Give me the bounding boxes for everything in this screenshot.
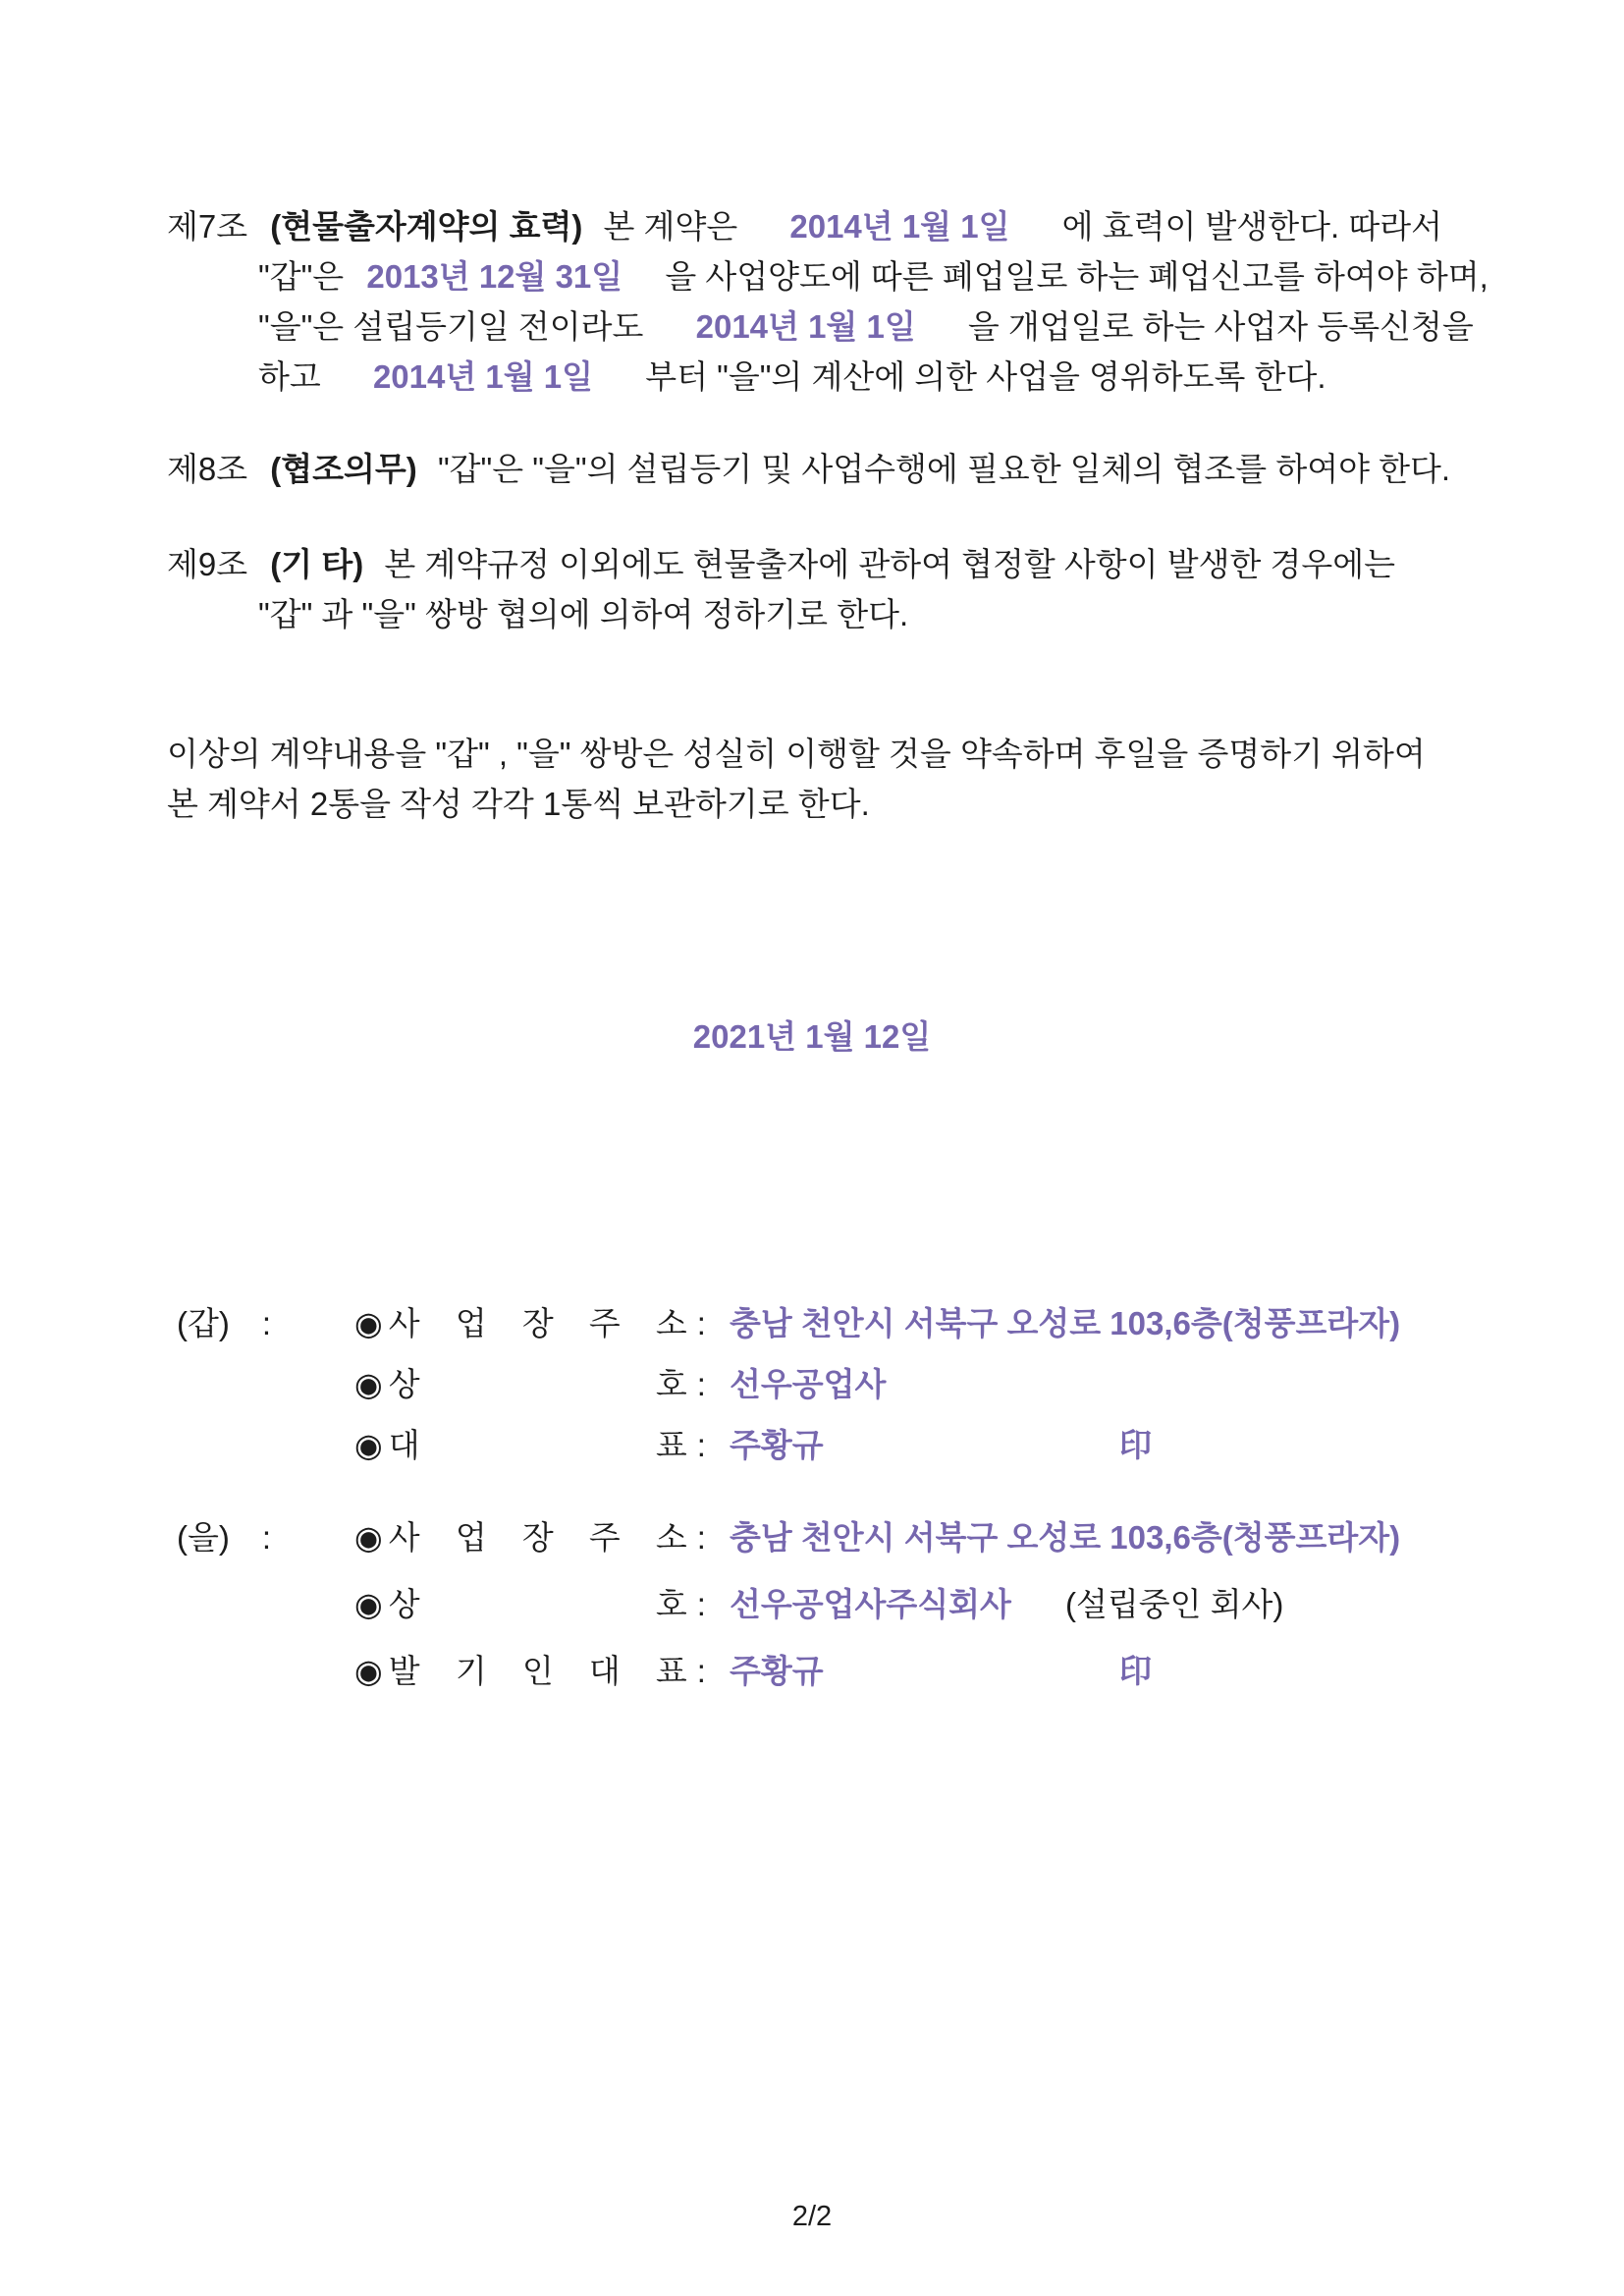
gap-address-row <box>0 1298 1624 1348</box>
gap-company-label: 상 호 <box>388 1366 687 1402</box>
eul-address-value: 충남 천안시 서북구 오성로 103,6층(청풍프라자) <box>729 1519 1401 1556</box>
party-eul-colon: : <box>261 1519 271 1556</box>
article-7-text: 부터 "을"의 계산에 의한 사업을 영위하도록 한다. <box>645 358 1326 395</box>
fisheye-bullet-icon: ◉ <box>354 1305 383 1341</box>
article-7-text: 을 사업양도에 따른 폐업일로 하는 폐업신고를 하여야 하며, <box>665 258 1489 295</box>
colon: : <box>696 1366 706 1402</box>
article-8 <box>167 444 1516 494</box>
party-gap-label <box>177 1298 271 1348</box>
article-7-text: "을"은 설립등기일 전이라도 <box>258 308 644 345</box>
closing-line-1: 이상의 계약내용을 "갑" , "을" 쌍방은 성실히 이행할 것을 약속하며 후일을 증명하기 위하여 <box>167 736 1426 772</box>
party-eul-label <box>177 1512 271 1562</box>
eul-address-row <box>0 1512 1624 1562</box>
closing-statement <box>167 729 1516 829</box>
article-7-line-3 <box>167 301 1516 352</box>
party-gap-signature-block <box>0 1298 1624 1481</box>
colon: : <box>696 1519 706 1556</box>
colon: : <box>696 1427 706 1463</box>
article-9 <box>167 539 1516 639</box>
gap-company-value: 선우공업사 <box>729 1366 887 1402</box>
fisheye-bullet-icon: ◉ <box>354 1427 383 1463</box>
party-gap-colon: : <box>261 1305 271 1341</box>
article-7-text: 을 개업일로 하는 사업자 등록신청을 <box>967 308 1474 345</box>
eul-promoter-representative-row <box>0 1646 1624 1696</box>
closing-line-2: 본 계약서 2통을 작성 각각 1통씩 보관하기로 한다. <box>167 786 870 822</box>
article-7-title: (현물출자계약의 효력) <box>270 208 583 245</box>
party-gap-name: (갑) <box>177 1305 230 1341</box>
page-number: 2/2 <box>791 2201 833 2232</box>
fisheye-bullet-icon: ◉ <box>354 1586 383 1622</box>
article-7-text: 에 효력이 발생한다. 따라서 <box>1061 208 1442 245</box>
article-7-text: 하고 <box>258 358 321 395</box>
article-9-text: 본 계약규정 이외에도 현물출자에 관하여 협정할 사항이 발생한 경우에는 <box>384 546 1396 582</box>
article-7-line-2 <box>167 251 1516 301</box>
article-8-text: "갑"은 "을"의 설립등기 및 사업수행에 필요한 일체의 협조를 하여야 한다. <box>437 451 1451 487</box>
article-7-text: "갑"은 <box>258 258 345 295</box>
gap-address-label: 사 업 장 주 소 <box>388 1305 687 1341</box>
colon: : <box>696 1653 706 1689</box>
gap-representative-value: 주황규 <box>729 1427 824 1463</box>
article-9-number: 제9조 <box>167 546 248 582</box>
eul-company-label: 상 호 <box>388 1586 687 1622</box>
fisheye-bullet-icon: ◉ <box>354 1366 383 1402</box>
eul-company-note: (설립중인 회사) <box>1065 1586 1284 1622</box>
signing-date: 2021년 1월 12일 <box>692 1018 932 1055</box>
party-eul-signature-block <box>0 1512 1624 1713</box>
article-9-line-2 <box>167 589 1516 639</box>
seal-stamp-icon: 印 <box>1119 1427 1152 1463</box>
eul-promoter-representative-value: 주황규 <box>729 1653 824 1689</box>
colon: : <box>696 1305 706 1341</box>
gap-address-value: 충남 천안시 서북구 오성로 103,6층(청풍프라자) <box>729 1305 1401 1341</box>
gap-representative-label: 대 표 <box>388 1427 687 1463</box>
eul-company-row <box>0 1579 1624 1629</box>
opening-date-value: 2014년 1월 1일 <box>695 308 916 345</box>
article-7-number: 제7조 <box>167 208 248 245</box>
business-start-date-value: 2014년 1월 1일 <box>372 358 594 395</box>
article-7-line-1 <box>167 201 1516 251</box>
closure-date-value: 2013년 12월 31일 <box>366 258 623 295</box>
article-8-number: 제8조 <box>167 451 248 487</box>
article-9-title: (기 타) <box>270 546 364 582</box>
fisheye-bullet-icon: ◉ <box>354 1519 383 1556</box>
article-7 <box>167 201 1516 402</box>
gap-company-row <box>0 1359 1624 1409</box>
gap-representative-row <box>0 1420 1624 1470</box>
fisheye-bullet-icon: ◉ <box>354 1653 383 1689</box>
colon: : <box>696 1586 706 1622</box>
party-eul-name: (을) <box>177 1519 230 1556</box>
eul-address-label: 사 업 장 주 소 <box>388 1519 687 1556</box>
effective-date-value: 2014년 1월 1일 <box>789 208 1010 245</box>
eul-company-value: 선우공업사주식회사 <box>729 1586 1011 1622</box>
article-9-line-1 <box>167 539 1516 589</box>
seal-stamp-icon: 印 <box>1119 1653 1152 1689</box>
article-7-line-4 <box>167 352 1516 402</box>
eul-promoter-representative-label: 발 기 인 대 표 <box>388 1653 687 1689</box>
article-9-text: "갑" 과 "을" 쌍방 협의에 의하여 정하기로 한다. <box>258 596 909 632</box>
article-7-text: 본 계약은 <box>603 208 738 245</box>
article-8-title: (협조의무) <box>270 451 417 487</box>
